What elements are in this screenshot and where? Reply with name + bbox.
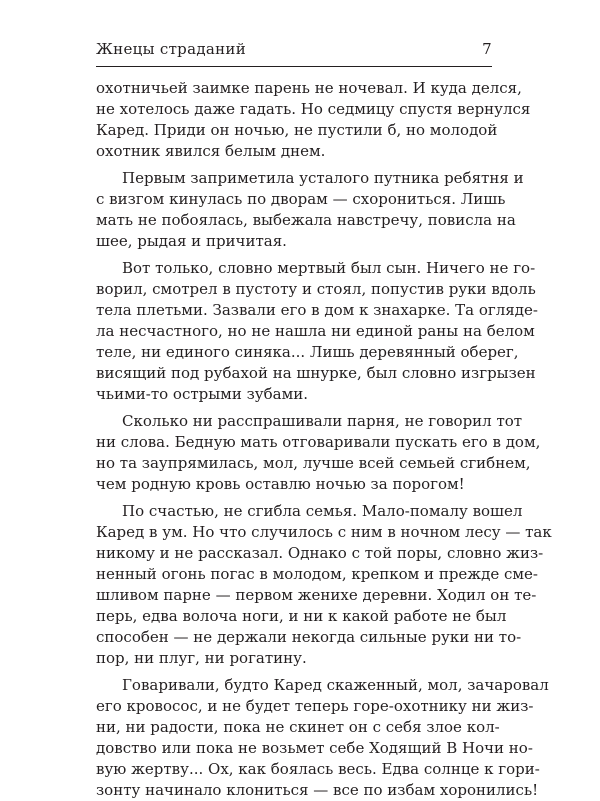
text-line: По счастью, не сгибла семья. Мало-помалу вошел xyxy=(122,502,523,520)
text-line: теле, ни единого синяка... Лишь деревянный оберег, xyxy=(96,343,519,361)
text-line: Каред в ум. Но что случилось с ним в ночном лесу — так xyxy=(96,523,552,541)
text-line: зонту начинало клониться — все по избам хоронились! xyxy=(96,781,539,799)
text-line: ла несчастного, но не нашла ни единой раны на белом xyxy=(96,322,535,340)
text-line: ни слова. Бедную мать отговаривали пускать его в дом, xyxy=(96,433,541,451)
text-line: Каред. Приди он ночью, не пустили б, но молодой xyxy=(96,121,498,139)
text-line: ни, ни радости, пока не скинет он с себя злое кол- xyxy=(96,718,500,736)
text-line: Первым заприметила усталого путника ребятня и xyxy=(122,169,524,187)
text-line: шее, рыдая и причитая. xyxy=(96,232,287,250)
text-line: ненный огонь погас в молодом, крепком и прежде сме- xyxy=(96,565,538,583)
text-line: шливом парне — первом женихе деревни. Ходил он те- xyxy=(96,586,537,604)
text-line: Сколько ни расспрашивали парня, не говорил тот xyxy=(122,412,523,430)
text-line: тела плетьми. Зазвали его в дом к знахарке. Та огляде- xyxy=(96,301,538,319)
text-line: Вот только, словно мертвый был сын. Ничего не го- xyxy=(122,259,536,277)
text-line: ворил, смотрел в пустоту и стоял, попустив руки вдоль xyxy=(96,280,536,298)
page-number: 7 xyxy=(482,40,492,58)
text-line: Говаривали, будто Каред скаженный, мол, зачаровал xyxy=(122,676,549,694)
text-line: чьими-то острыми зубами. xyxy=(96,385,309,403)
text-line: пор, ни плуг, ни рогатину. xyxy=(96,649,307,667)
text-line: способен — не держали некогда сильные руки ни то- xyxy=(96,628,522,646)
text-line: перь, едва волоча ноги, и ни к какой работе не был xyxy=(96,607,507,625)
text-line: не хотелось даже гадать. Но седмицу спустя вернулся xyxy=(96,100,531,118)
header-rule xyxy=(96,66,492,67)
text-line: его кровосос, и не будет теперь горе-охотнику ни жиз- xyxy=(96,697,534,715)
text-line: с визгом кинулась по дворам — схорониться. Лишь xyxy=(96,190,506,208)
text-line: довство или пока не возьмет себе Ходящий В Ночи но- xyxy=(96,739,533,757)
text-line: вую жертву... Ох, как боялась весь. Едва солнце к гори- xyxy=(96,760,540,778)
page-body xyxy=(96,78,552,801)
running-title: Жнецы страданий xyxy=(96,40,246,58)
text-line: но та заупрямилась, мол, лучше всей семьей сгибнем, xyxy=(96,454,531,472)
text-line: висящий под рубахой на шнурке, был словно изгрызен xyxy=(96,364,536,382)
text-line: охотничьей заимке парень не ночевал. И куда делся, xyxy=(96,79,522,97)
running-header xyxy=(96,40,492,58)
text-line: никому и не рассказал. Однако с той поры, словно жиз- xyxy=(96,544,544,562)
text-line: мать не побоялась, выбежала навстречу, повисла на xyxy=(96,211,516,229)
text-line: чем родную кровь оставлю ночью за порогом! xyxy=(96,475,465,493)
text-line: охотник явился белым днем. xyxy=(96,142,326,160)
